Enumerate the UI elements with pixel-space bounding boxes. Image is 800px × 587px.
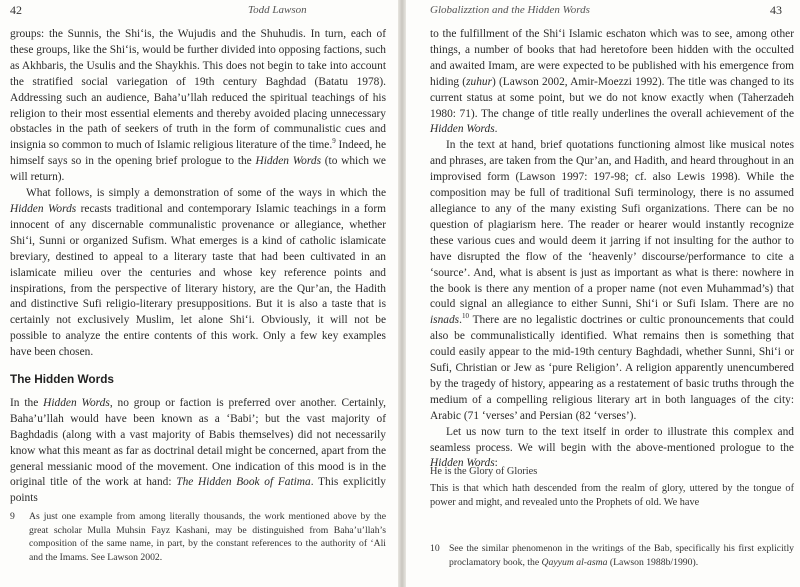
right-body-text (430, 27, 794, 472)
paragraph: Let us now turn to the text itself in order to illustrate this complex and seamless process. We will begin with the above-mentioned prologue to the Hidden Words: (430, 425, 794, 470)
footnote (10, 510, 386, 564)
footnote-text: As just one example from among literally thousands, the work mentioned above by the great scholar Mulla Muhsin Fayz Kashani, may be distinguished from Baha’u’llah’s composition of the same name, in part, by the constant references to the authority of ‘Ali and the Imams. See Lawson 2002. (29, 511, 386, 563)
paragraph: In the Hidden Words, no group or faction is preferred over another. Certainly, Baha’u’llah would have been known as a ‘Babi’; but the vast majority of Baghdadis (along with a vast majority of Babis themselves) did not necessarily know what this meant as far as doctrinal detail might be concerned, apart from the general messianic mood of the movement. One indication of this mood is in the original title of the work at hand: The Hidden Book of Fatima. This explicitly points (10, 396, 387, 505)
quote-title: He is the Glory of Glories (430, 466, 538, 477)
paragraph: What follows, is simply a demonstration of some of the ways in which the Hidden Words recasts traditional and contemporary Islamic teachings in a form innocent of any discernable communalistic provenance or allegiance, whether Shi‘i, Sunni or organized Sufism. What emerges is a kind of catholic islamicate breviary, destined to appeal to a literary taste that had been cultivated in an islamicate milieu over the centuries and whose key reference points and inspirations, from the perspective of literary history, are the Qur’an, the Hadith and distinctive Sufi religio-literary presuppositions. But it is also a taste that is certainly not exclusively Muslim, let alone Shi‘i. Obviously, it will not be possible to analyze the entire contents of this work. Only a few key examples have been chosen. (10, 187, 387, 359)
block-quote (430, 465, 794, 511)
page-number: 43 (770, 3, 782, 17)
running-head: Todd Lawson (248, 4, 307, 16)
footnote (430, 542, 794, 569)
footnote-number: 10 (430, 543, 440, 554)
book-gutter (398, 0, 406, 587)
paragraph: In the text at hand, brief quotations functioning almost like musical notes and phrases, are taken from the Qur’an, and Hadith, and heard throughout in an improvised form (Lawson 1997: 197-98; cf. also Lewis 1998). While the composition may be full of traditional Sufi terminology, there is no assumed allegiance to any of the many existing Sufi organizations. There can be no question of plagiarism here. The reader or hearer would instantly recognize these various cues and would deem it jarring if not insulting for the author to have disrupted the flow of the ‘heavenly’ discourse/performance to cite a ‘source’. And, what is absent is just as important as what is there: nowhere in the book is there any mention of a proper name (not even Muhammad’s) that could signal an allegiance to either Sunni, Shi‘i or Sufi Islam. There are no isnads.$^{10}$ There are no legalistic doctrines or cultic pronouncements that could also be communalistically identified. What remains then is something that could easily appear to the mid-19th century Baghdadi, whether Sunni, Shi‘i or Sufi, Christian or Jew as ‘pure Religion’. A religion apparently unencumbered by the tragedy of history, appearing as a restatement of basic truths through the medium of a compelling religious literary art in both languages of the city: Arabic (71 ‘verses’ and Persian (82 ‘verses’). (430, 139, 794, 422)
paragraph: groups: the Sunnis, the Shi‘is, the Wujudis and the Shuhudis. In turn, each of these groups, like the Shi‘is, would be further divided into opposing factions, such as Akhbaris, the Usulis and the Shaykhis. This does not begin to take into account the stratified social variegation of 19th century Baghdad (Batatu 1978). Addressing such an audience, Baha’u’llah reduced the spiritual teachings of his religion to their most essential elements and thereby avoided placing unnecessary obstacles in the path of seekers of truth in the form of communalistic cues and insignia so common to much of Islamic religious literature of the time.$^9$ Indeed, he himself says so in the opening brief prologue to the Hidden Words (to which we will return). (10, 28, 386, 184)
right-page (406, 0, 800, 587)
footnote-marker[interactable]: 9 (332, 137, 336, 146)
footnote-text: See the similar phenomenon in the writings of the Bab, specifically his first explicitly proclamatory book, the Qayyum al-asma (Lawson 1988b/1990). (449, 543, 794, 568)
footnote-marker[interactable]: 10 (461, 312, 469, 321)
running-head: Globalizztion and the Hidden Words (430, 4, 590, 16)
left-body-text (10, 27, 386, 507)
paragraph: to the fulfillment of the Shi‘i Islamic eschaton which was to see, among other things, a number of books that had heretofore been hidden with the occulted and awaited Imam, are were expected to be published with his emergence from hiding (zuhur) (Lawson 2002, Amir-Moezzi 1992). The title was changed to its current status at some point, but we do not know exactly when (Taherzadeh 1980: 71). The change of title really underlines the overall achievement of the Hidden Words. (430, 28, 794, 136)
left-page (0, 0, 398, 587)
footnote-number: 9 (10, 511, 15, 522)
section-heading: The Hidden Words (10, 372, 114, 387)
quote-text: This is that which hath descended from the realm of glory, uttered by the tongue of power and might, and revealed unto the Prophets of old. We have (430, 483, 794, 509)
page-number: 42 (10, 3, 22, 17)
